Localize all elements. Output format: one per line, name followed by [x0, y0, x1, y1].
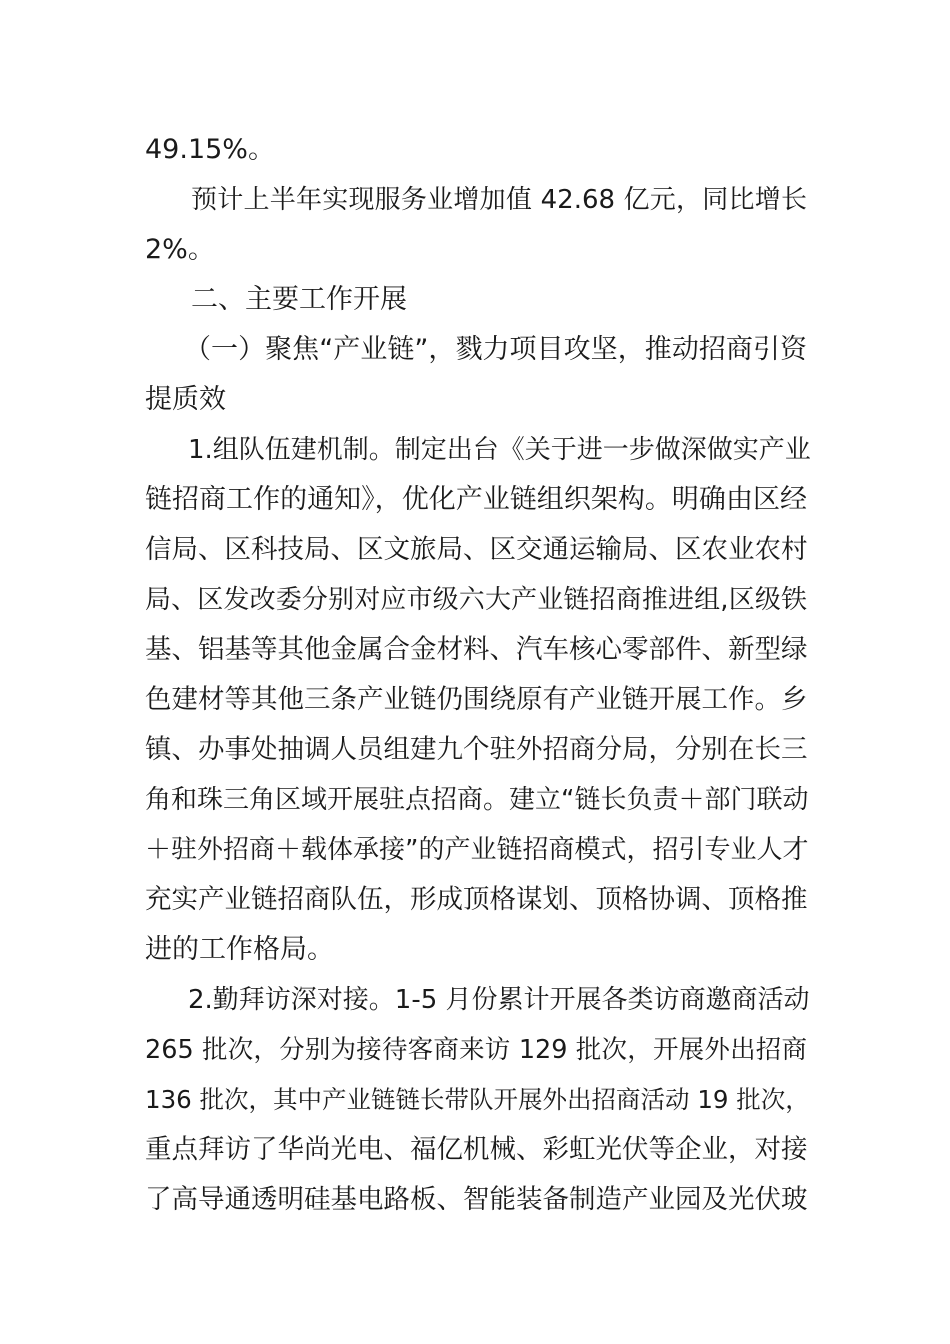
text-line-19: 265 批次，分别为接待客商来访 129 批次，开展外出招商	[145, 1035, 807, 1065]
text-line-8: 链招商工作的通知》，优化产业链组织架构。明确由区经	[145, 484, 807, 515]
text-line-17: 进的工作格局。	[145, 934, 334, 965]
text-line-18: 2.勤拜访深对接。1-5 月份累计开展各类访商邀商活动	[188, 985, 810, 1015]
text-line-2: 预计上半年实现服务业增加值 42.68 亿元，同比增长	[191, 185, 807, 215]
text-line-7: 1.组队伍建机制。制定出台《关于进一步做深做实产业	[188, 435, 811, 465]
text-line-9: 信局、区科技局、区文旅局、区交通运输局、区农业农村	[145, 534, 808, 565]
text-line-20: 136 批次，其中产业链链长带队开展外出招商活动 19 批次，	[145, 1085, 810, 1114]
text-line-15: ＋驻外招商＋载体承接”的产业链招商模式，招引专业人才	[145, 835, 809, 865]
text-line-3: 2%。	[145, 234, 215, 265]
text-line-22: 了高导通透明硅基电路板、智能装备制造产业园及光伏玻	[145, 1184, 808, 1215]
section-heading: 二、主要工作开展	[191, 284, 407, 315]
text-line-10: 局、区发改委分别对应市级六大产业链招商推进组,区级铁	[145, 585, 807, 615]
text-line-21: 重点拜访了华尚光电、福亿机械、彩虹光伏等企业，对接	[145, 1134, 808, 1165]
text-line-16: 充实产业链招商队伍，形成顶格谋划、顶格协调、顶格推	[145, 884, 808, 915]
subsection-heading: （一）聚焦“产业链”，戮力项目攻坚，推动招商引资	[184, 334, 807, 365]
subsection-heading-cont: 提质效	[145, 384, 226, 415]
text-line-12: 色建材等其他三条产业链仍围绕原有产业链开展工作。乡	[145, 684, 808, 715]
text-line-1: 49.15%。	[145, 134, 275, 165]
text-line-14: 角和珠三角区域开展驻点招商。建立“链长负责＋部门联动	[145, 785, 809, 815]
text-line-11: 基、铝基等其他金属合金材料、汽车核心零部件、新型绿	[145, 634, 808, 665]
text-line-13: 镇、办事处抽调人员组建九个驻外招商分局，分别在长三	[145, 734, 808, 765]
